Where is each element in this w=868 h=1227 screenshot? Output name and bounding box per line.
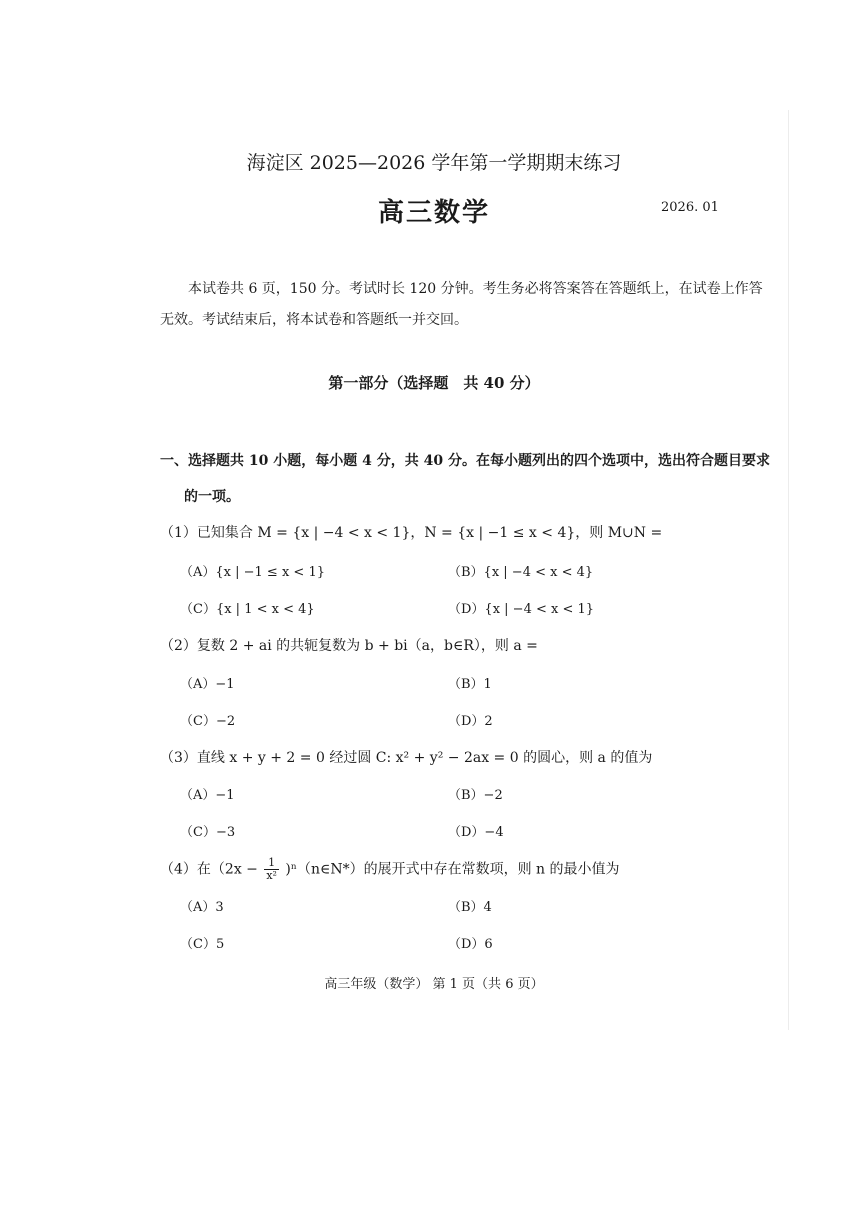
instructions-line-2: 无效。考试结束后，将本试卷和答题纸一并交回。 (160, 312, 468, 328)
question-4-fraction (264, 857, 279, 882)
question-4-stem (160, 857, 620, 882)
section-heading-line-2: 的一项。 (184, 489, 240, 505)
question-1-option-c: （C）{x | 1 < x < 4} (180, 602, 315, 617)
question-4-stem-suffix: )ⁿ（n∈N*）的展开式中存在常数项，则 n 的最小值为 (285, 861, 620, 878)
page-edge-line (788, 110, 789, 1030)
question-4-option-a: （A）3 (180, 900, 224, 915)
question-1-stem: （1）已知集合 M = {x | −4 < x < 1}，N = {x | −1 ≤ x < 4}，则 M∪N = (160, 525, 663, 541)
exam-title: 海淀区 2025—2026 学年第一学期期末练习 (246, 152, 622, 174)
section-heading-line-1: 一、选择题共 10 小题，每小题 4 分，共 40 分。在每小题列出的四个选项中，选出符合题目要求 (160, 453, 770, 469)
question-4-option-b: （B）4 (448, 900, 492, 915)
instructions-line-1: 本试卷共 6 页，150 分。考试时长 120 分钟。考生务必将答案答在答题纸上，在试卷上作答 (188, 281, 763, 297)
question-3-option-b: （B）−2 (448, 788, 503, 803)
question-3-stem: （3）直线 x + y + 2 = 0 经过圆 C: x² + y² − 2ax = 0 的圆心，则 a 的值为 (160, 750, 653, 766)
question-1-option-d: （D）{x | −4 < x < 1} (448, 602, 595, 617)
question-2-option-b: （B）1 (448, 677, 492, 692)
question-1-option-a: （A）{x | −1 ≤ x < 1} (180, 565, 325, 580)
question-4-option-d: （D）6 (448, 937, 493, 952)
question-4-stem-prefix: （4）在（2x − (160, 861, 258, 878)
question-3-option-a: （A）−1 (180, 788, 235, 803)
page-footer: 高三年级（数学） 第 1 页（共 6 页） (324, 977, 544, 992)
question-1-option-b: （B）{x | −4 < x < 4} (448, 565, 594, 580)
part-heading: 第一部分（选择题 共 40 分） (328, 374, 540, 392)
question-2-option-c: （C）−2 (180, 714, 236, 729)
subject-title: 高三数学 (377, 198, 490, 228)
question-4-option-c: （C）5 (180, 937, 225, 952)
question-2-option-d: （D）2 (448, 714, 493, 729)
question-3-option-d: （D）−4 (448, 825, 504, 840)
fraction-numerator: 1 (264, 857, 279, 870)
question-2-stem: （2）复数 2 + ai 的共轭复数为 b + bi（a，b∈R），则 a = (160, 638, 538, 654)
fraction-denominator: x² (266, 869, 277, 882)
exam-date: 2026. 01 (661, 200, 719, 215)
question-2-option-a: （A）−1 (180, 677, 235, 692)
question-3-option-c: （C）−3 (180, 825, 236, 840)
